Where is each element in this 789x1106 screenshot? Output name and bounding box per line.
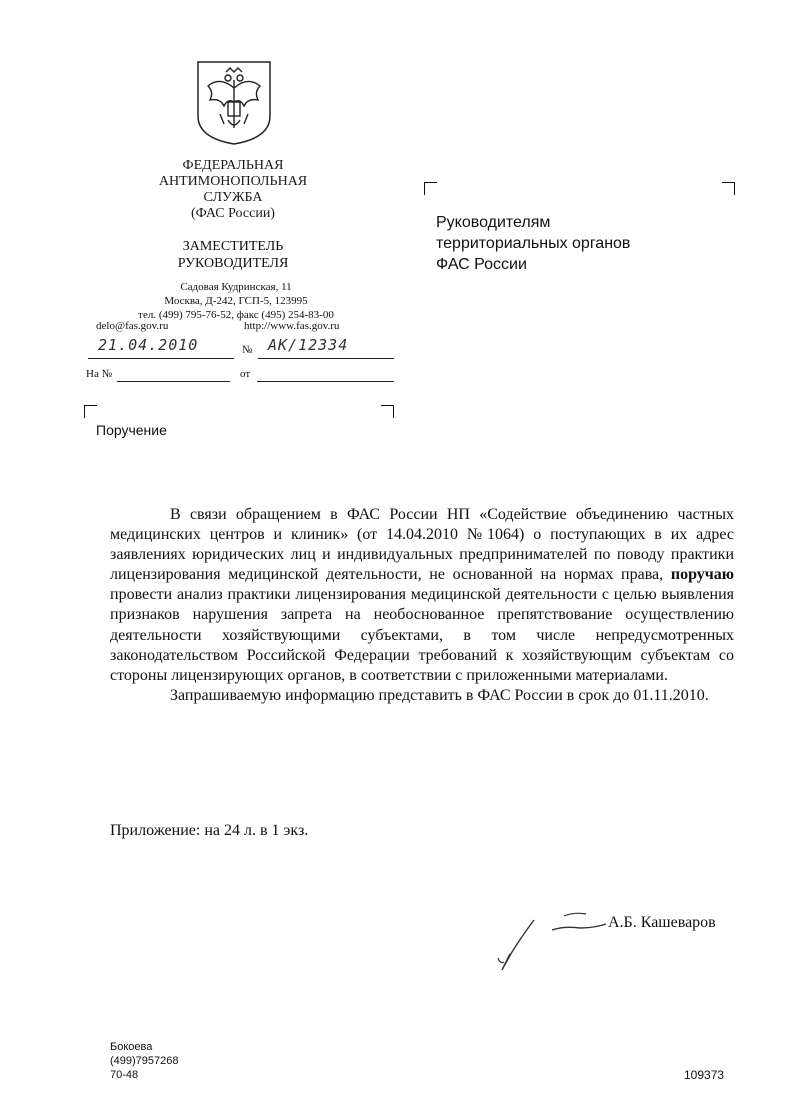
registration-number-field (258, 336, 394, 359)
document-subject: Поручение (96, 422, 167, 438)
coat-of-arms-emblem (190, 58, 278, 146)
sender-email: delo@fas.gov.ru (96, 320, 169, 332)
handwritten-signature (494, 906, 614, 978)
body-paragraph: В связи обращением в ФАС России НП «Содействие объединению частных медицинских центров и клиник» (от 14.04.2010 №1064) о поступающих в их адрес заявлениях юридических лиц и индивидуальных предпринимателей по поводу практики лицензирования медицинской деятельности, не основанной на нормах права, поручаю провести анализ практики лицензирования медицинской деятельности с целью выявления признаков нарушения запрета на необоснованное препятствование осуществлению деятельности хозяйствующими субъектами, в том числе непредусмотренных законодательством Российской Федерации требований к хозяйствующим субъектам со стороны лицензирующих органов, в соответствии с приложенными материалами. (110, 506, 735, 684)
subject-corner-mark (84, 405, 97, 418)
subject-corner-mark (381, 405, 394, 418)
signer-name: А.Б. Кашеваров (608, 914, 716, 931)
reference-date-label: от (240, 368, 251, 380)
reference-number-line (117, 381, 230, 382)
sender-position: ЗАМЕСТИТЕЛЬ РУКОВОДИТЕЛЯ (177, 239, 289, 271)
executor-name: Бокоева (110, 1041, 153, 1053)
recipient-corner-mark (722, 182, 735, 195)
document-number: 109373 (684, 1068, 725, 1082)
sender-address: Садовая Кудринская, 11 Москва, Д-242, ГСП-5, 123995 тел. (499) 795-76-52, факс (495) 254-83-00 (138, 281, 334, 321)
executor-info (110, 1040, 179, 1082)
registration-number-label: № (242, 344, 253, 356)
emphasis-word: поручаю (670, 566, 735, 584)
sender-website: http://www.fas.gov.ru (244, 320, 340, 332)
recipient-block: Руководителям территориальных органов ФАС России (436, 214, 631, 273)
reference-date-line (257, 381, 394, 382)
recipient-corner-mark (424, 182, 437, 195)
body-paragraph: Запрашиваемую информацию представить в ФАС России в срок до 01.11.2010. (170, 686, 709, 704)
registration-number: АК/12334 (268, 336, 349, 354)
reference-number-label: На № (86, 368, 113, 380)
registration-date-field (88, 336, 234, 359)
letter-body (110, 505, 734, 706)
executor-phone: (499)7957268 (110, 1055, 179, 1067)
attachment-note: Приложение: на 24 л. в 1 экз. (110, 822, 309, 839)
registration-date: 21.04.2010 (98, 336, 199, 354)
organization-name: ФЕДЕРАЛЬНАЯ АНТИМОНОПОЛЬНАЯ СЛУЖБА (ФАС России) (158, 158, 308, 221)
executor-code: 70-48 (110, 1069, 139, 1081)
